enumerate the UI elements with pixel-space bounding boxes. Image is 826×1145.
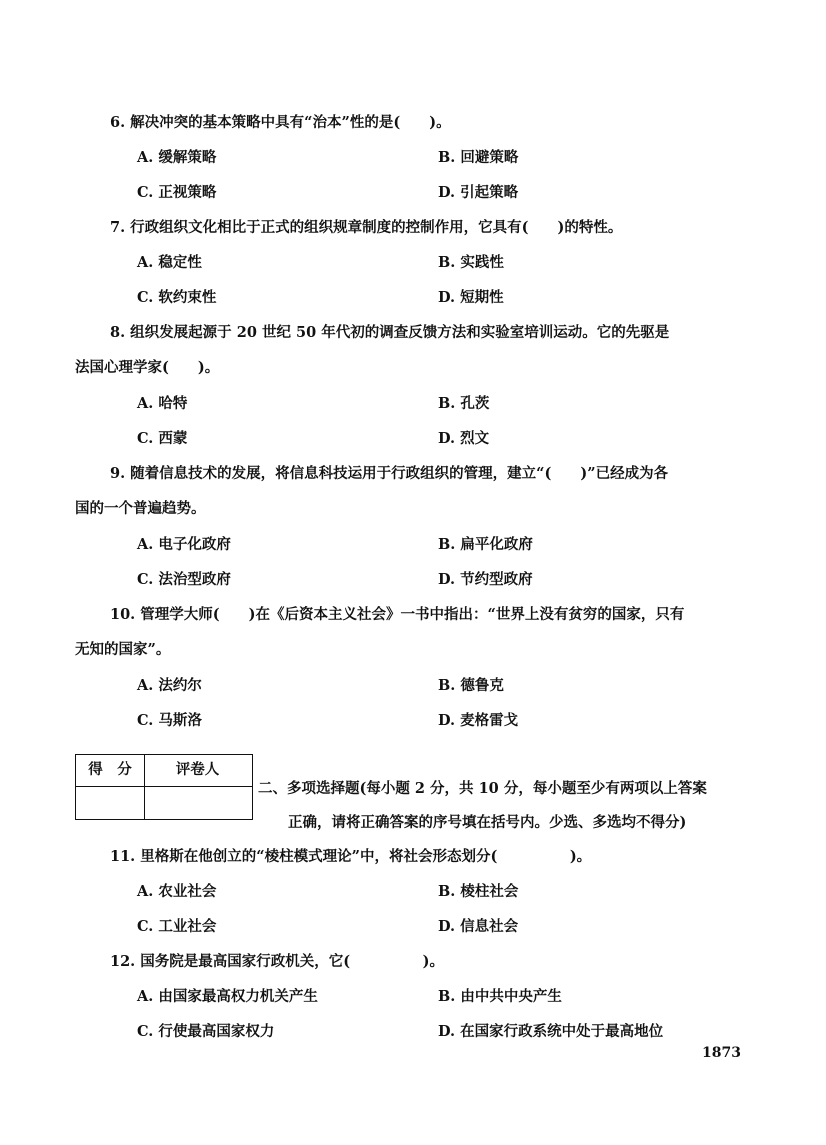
question-8-stem: 8. 组织发展起源于 20 世纪 50 年代初的调查反馈方法和实验室培训运动。它的先驱是 — [110, 324, 670, 341]
question-6-option-d: D. 引起策略 — [438, 184, 519, 201]
question-12-option-b: B. 由中共中央产生 — [438, 988, 562, 1005]
question-7-option-c: C. 软约束性 — [137, 289, 217, 306]
question-11-stem: 11. 里格斯在他创立的“棱柱模式理论”中，将社会形态划分( )。 — [110, 848, 592, 865]
page-number: 1873 — [702, 1045, 741, 1061]
question-9-option-d: D. 节约型政府 — [438, 571, 533, 588]
score-table — [75, 754, 253, 820]
section-2-heading: 二、多项选择题(每小题 2 分，共 10 分，每小题至少有两项以上答案 — [258, 780, 707, 797]
question-8-option-d: D. 烈文 — [438, 430, 490, 447]
question-9-option-a: A. 电子化政府 — [137, 536, 231, 553]
score-label: 得 分 — [88, 761, 132, 778]
question-12-option-d: D. 在国家行政系统中处于最高地位 — [438, 1023, 664, 1040]
section-2-instructions: 正确，请将正确答案的序号填在括号内。少选、多选均不得分) — [288, 814, 687, 831]
question-9-option-c: C. 法治型政府 — [137, 571, 231, 588]
question-11-option-a: A. 农业社会 — [137, 883, 217, 900]
question-10-option-a: A. 法约尔 — [137, 677, 202, 694]
score-entry-box[interactable] — [76, 786, 144, 818]
grader-label: 评卷人 — [175, 761, 220, 778]
question-7-stem: 7. 行政组织文化相比于正式的组织规章制度的控制作用，它具有( )的特性。 — [110, 219, 623, 236]
question-12-option-c: C. 行使最高国家权力 — [137, 1023, 275, 1040]
question-6-stem: 6. 解决冲突的基本策略中具有“治本”性的是( )。 — [110, 114, 451, 131]
question-10-option-b: B. 德鲁克 — [438, 677, 504, 694]
question-8-option-c: C. 西蒙 — [137, 430, 188, 447]
question-12-stem: 12. 国务院是最高国家行政机关，它( )。 — [110, 953, 444, 970]
question-7-option-b: B. 实践性 — [438, 254, 504, 271]
question-7-option-a: A. 稳定性 — [137, 254, 202, 271]
question-8-option-a: A. 哈特 — [137, 395, 188, 412]
question-8-option-b: B. 孔茨 — [438, 395, 490, 412]
question-6-option-a: A. 缓解策略 — [137, 149, 217, 166]
question-10-stem-cont: 无知的国家”。 — [75, 641, 171, 658]
question-6-option-b: B. 回避策略 — [438, 149, 519, 166]
question-11-option-c: C. 工业社会 — [137, 918, 217, 935]
question-6-option-c: C. 正视策略 — [137, 184, 217, 201]
question-7-option-d: D. 短期性 — [438, 289, 504, 306]
question-9-option-b: B. 扁平化政府 — [438, 536, 533, 553]
question-12-option-a: A. 由国家最高权力机关产生 — [137, 988, 318, 1005]
question-9-stem-cont: 国的一个普遍趋势。 — [75, 500, 206, 517]
question-10-stem: 10. 管理学大师( )在《后资本主义社会》一书中指出：“世界上没有贫穷的国家，只有 — [110, 606, 685, 623]
question-11-option-d: D. 信息社会 — [438, 918, 519, 935]
question-9-stem: 9. 随着信息技术的发展，将信息科技运用于行政组织的管理，建立“( )”已经成为各 — [110, 465, 669, 482]
question-10-option-d: D. 麦格雷戈 — [438, 712, 519, 729]
question-8-stem-cont: 法国心理学家( )。 — [75, 359, 220, 376]
question-11-option-b: B. 棱柱社会 — [438, 883, 519, 900]
grader-entry-box[interactable] — [144, 786, 251, 818]
question-10-option-c: C. 马斯洛 — [137, 712, 202, 729]
